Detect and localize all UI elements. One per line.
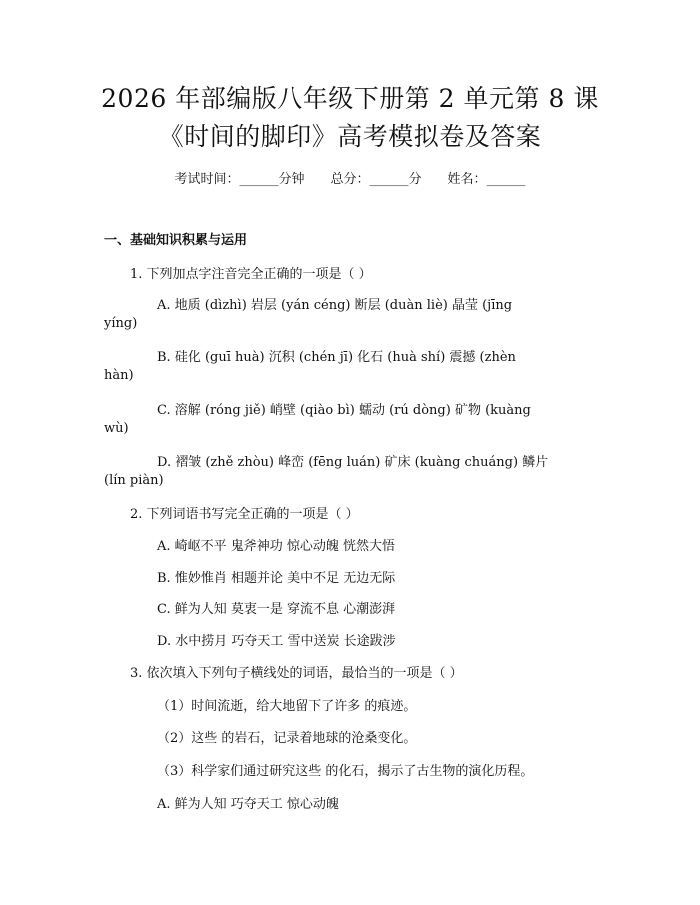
question-stem: 2. 下列词语书写完全正确的一项是（ ） (130, 507, 359, 522)
question-option: B. 惟妙惟肖 相题并论 美中不足 无边无际 (157, 571, 396, 586)
question-option-wrap: wù) (104, 421, 129, 436)
question-option: B. 硅化 (guī huà) 沉积 (chén jī) 化石 (huà shí) 震撼 (zhèn (157, 350, 516, 365)
question-sentence: （1）时间流逝，给大地留下了许多 的痕迹。 (157, 699, 417, 714)
question-option-wrap: (lín piàn) (104, 473, 164, 488)
question-sentence: （3）科学家们通过研究这些 的化石，揭示了古生物的演化历程。 (157, 764, 534, 779)
question-option-wrap: hàn) (104, 368, 134, 383)
page-title-line2: 《时间的脚印》高考模拟卷及答案 (158, 122, 542, 151)
question-stem: 3. 依次填入下列句子横线处的词语，最恰当的一项是（ ） (130, 666, 463, 681)
question-option: C. 溶解 (róng jiě) 峭壁 (qiào bì) 蠕动 (rú dòng) 矿物 (kuàng (157, 403, 531, 418)
page-title-line1: 2026 年部编版八年级下册第 2 单元第 8 课 (101, 84, 599, 113)
question-option-wrap: yíng) (104, 316, 138, 331)
question-option: A. 地质 (dìzhì) 岩层 (yán céng) 断层 (duàn liè) 晶莹 (jīng (157, 298, 513, 313)
question-sentence: （2）这些 的岩石，记录着地球的沧桑变化。 (157, 731, 417, 746)
question-option: A. 崎岖不平 鬼斧神功 惊心动魄 恍然大悟 (157, 539, 396, 554)
section-heading: 一、基础知识积累与运用 (104, 233, 248, 248)
question-option: C. 鲜为人知 莫衷一是 穿流不息 心潮澎湃 (157, 602, 396, 617)
exam-meta (0, 168, 700, 187)
exam-time-field: 考试时间：______分钟 (174, 172, 305, 187)
total-score-field: 总分：______分 (330, 172, 422, 187)
question-option: D. 褶皱 (zhě zhòu) 峰峦 (fēng luán) 矿床 (kuàng chuáng) 鳞片 (157, 455, 549, 470)
question-option: A. 鲜为人知 巧夺天工 惊心动魄 (157, 797, 339, 812)
question-stem: 1. 下列加点字注音完全正确的一项是（ ） (130, 267, 372, 282)
question-option: D. 水中捞月 巧夺天工 雪中送炭 长途跋涉 (157, 634, 396, 649)
student-name-field: 姓名：______ (447, 172, 526, 187)
